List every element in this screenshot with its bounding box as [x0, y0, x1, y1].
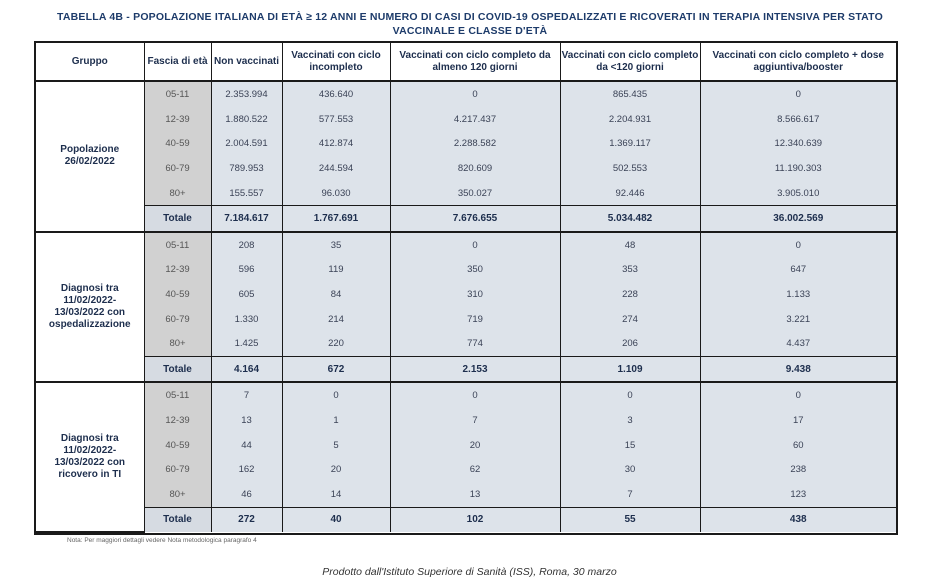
- value-cell: 1.369.117: [560, 131, 700, 156]
- value-cell: 310: [390, 282, 560, 307]
- value-cell: 577.553: [282, 107, 390, 132]
- footer-credit: Prodotto dall'Istituto Superiore di Sanità (ISS), Roma, 30 marzo: [322, 566, 617, 578]
- header-completo-under-120: Vaccinati con ciclo completo da <120 giorni: [560, 43, 700, 81]
- total-value-cell: 2.153: [390, 357, 560, 383]
- value-cell: 92.446: [560, 181, 700, 206]
- value-cell: 3: [560, 408, 700, 433]
- value-cell: 7: [560, 482, 700, 507]
- total-label: Totale: [144, 357, 211, 383]
- value-cell: 30: [560, 457, 700, 482]
- value-cell: 0: [700, 382, 896, 408]
- total-value-cell: 672: [282, 357, 390, 383]
- value-cell: 436.640: [282, 81, 390, 107]
- age-band-cell: 80+: [144, 181, 211, 206]
- value-cell: 214: [282, 307, 390, 332]
- value-cell: 1.880.522: [211, 107, 282, 132]
- table-row: [36, 156, 896, 181]
- total-label: Totale: [144, 507, 211, 532]
- value-cell: 412.874: [282, 131, 390, 156]
- total-value-cell: 55: [560, 507, 700, 532]
- value-cell: 220: [282, 331, 390, 356]
- value-cell: 789.953: [211, 156, 282, 181]
- table-title: [34, 10, 906, 38]
- value-cell: 820.609: [390, 156, 560, 181]
- total-value-cell: 7.184.617: [211, 206, 282, 232]
- value-cell: 15: [560, 433, 700, 458]
- table-row: [36, 107, 896, 132]
- value-cell: 5: [282, 433, 390, 458]
- group-label: Diagnosi tra 11/02/2022-13/03/2022 con ricovero in TI: [36, 382, 144, 532]
- age-band-cell: 05-11: [144, 81, 211, 107]
- group-label: Diagnosi tra 11/02/2022-13/03/2022 con ospedalizzazione: [36, 232, 144, 383]
- value-cell: 4.437: [700, 331, 896, 356]
- value-cell: 228: [560, 282, 700, 307]
- total-label: Totale: [144, 206, 211, 232]
- group-section-terapia-intensiva: [36, 382, 896, 532]
- total-value-cell: 1.767.691: [282, 206, 390, 232]
- table-row: [36, 181, 896, 206]
- age-band-cell: 40-59: [144, 433, 211, 458]
- table-row: [36, 81, 896, 107]
- value-cell: 596: [211, 257, 282, 282]
- total-row: [36, 206, 896, 232]
- value-cell: 647: [700, 257, 896, 282]
- value-cell: 2.204.931: [560, 107, 700, 132]
- table-row: [36, 331, 896, 356]
- value-cell: 7: [390, 408, 560, 433]
- header-completo-120-plus: Vaccinati con ciclo completo da almeno 120 giorni: [390, 43, 560, 81]
- table-row: [36, 433, 896, 458]
- value-cell: 0: [700, 81, 896, 107]
- value-cell: 12.340.639: [700, 131, 896, 156]
- table-row: [36, 408, 896, 433]
- value-cell: 353: [560, 257, 700, 282]
- total-value-cell: 40: [282, 507, 390, 532]
- footnote: Nota: Per maggiori dettagli vedere Nota metodologica paragrafo 4: [67, 537, 257, 544]
- total-value-cell: 7.676.655: [390, 206, 560, 232]
- data-table-container: [34, 41, 898, 535]
- value-cell: 719: [390, 307, 560, 332]
- value-cell: 7: [211, 382, 282, 408]
- table-title-line-1: TABELLA 4B - POPOLAZIONE ITALIANA DI ETÀ ≥ 12 ANNI E NUMERO DI CASI DI COVID-19 OSPEDALIZZATI E RICOVERATI IN TERAPIA INTENSIVA PER STATO: [57, 11, 883, 23]
- value-cell: 208: [211, 232, 282, 258]
- total-value-cell: 36.002.569: [700, 206, 896, 232]
- value-cell: 1.425: [211, 331, 282, 356]
- group-section-ospedalizzazione: [36, 232, 896, 383]
- group-label: Popolazione 26/02/2022: [36, 81, 144, 232]
- table-row: [36, 307, 896, 332]
- age-band-cell: 05-11: [144, 382, 211, 408]
- total-value-cell: 4.164: [211, 357, 282, 383]
- age-band-cell: 80+: [144, 482, 211, 507]
- value-cell: 162: [211, 457, 282, 482]
- value-cell: 350.027: [390, 181, 560, 206]
- age-band-cell: 60-79: [144, 307, 211, 332]
- table-row: [36, 482, 896, 507]
- value-cell: 502.553: [560, 156, 700, 181]
- value-cell: 274: [560, 307, 700, 332]
- age-band-cell: 40-59: [144, 282, 211, 307]
- value-cell: 0: [560, 382, 700, 408]
- total-value-cell: 438: [700, 507, 896, 532]
- value-cell: 0: [282, 382, 390, 408]
- value-cell: 8.566.617: [700, 107, 896, 132]
- value-cell: 1: [282, 408, 390, 433]
- total-value-cell: 9.438: [700, 357, 896, 383]
- value-cell: 48: [560, 232, 700, 258]
- total-row: [36, 357, 896, 383]
- value-cell: 206: [560, 331, 700, 356]
- total-value-cell: 1.109: [560, 357, 700, 383]
- value-cell: 13: [390, 482, 560, 507]
- value-cell: 0: [390, 232, 560, 258]
- value-cell: 20: [282, 457, 390, 482]
- value-cell: 2.004.591: [211, 131, 282, 156]
- header-gruppo: Gruppo: [36, 43, 144, 81]
- value-cell: 11.190.303: [700, 156, 896, 181]
- table-header: [36, 43, 896, 81]
- value-cell: 96.030: [282, 181, 390, 206]
- value-cell: 123: [700, 482, 896, 507]
- age-band-cell: 80+: [144, 331, 211, 356]
- value-cell: 3.905.010: [700, 181, 896, 206]
- header-fascia-eta: Fascia di età: [144, 43, 211, 81]
- age-band-cell: 12-39: [144, 107, 211, 132]
- data-table: [36, 43, 896, 533]
- value-cell: 60: [700, 433, 896, 458]
- value-cell: 1.330: [211, 307, 282, 332]
- header-booster: Vaccinati con ciclo completo + dose aggiuntiva/booster: [700, 43, 896, 81]
- header-ciclo-incompleto: Vaccinati con ciclo incompleto: [282, 43, 390, 81]
- value-cell: 62: [390, 457, 560, 482]
- value-cell: 35: [282, 232, 390, 258]
- value-cell: 119: [282, 257, 390, 282]
- total-value-cell: 272: [211, 507, 282, 532]
- table-row: [36, 257, 896, 282]
- value-cell: 13: [211, 408, 282, 433]
- table-row: [36, 457, 896, 482]
- table-row: [36, 232, 896, 258]
- value-cell: 0: [390, 382, 560, 408]
- age-band-cell: 05-11: [144, 232, 211, 258]
- value-cell: 238: [700, 457, 896, 482]
- age-band-cell: 12-39: [144, 408, 211, 433]
- value-cell: 1.133: [700, 282, 896, 307]
- value-cell: 2.353.994: [211, 81, 282, 107]
- value-cell: 774: [390, 331, 560, 356]
- value-cell: 20: [390, 433, 560, 458]
- value-cell: 44: [211, 433, 282, 458]
- total-value-cell: 5.034.482: [560, 206, 700, 232]
- header-row: [36, 43, 896, 81]
- value-cell: 155.557: [211, 181, 282, 206]
- value-cell: 84: [282, 282, 390, 307]
- value-cell: 14: [282, 482, 390, 507]
- table-row: [36, 382, 896, 408]
- value-cell: 2.288.582: [390, 131, 560, 156]
- age-band-cell: 12-39: [144, 257, 211, 282]
- value-cell: 17: [700, 408, 896, 433]
- total-value-cell: 102: [390, 507, 560, 532]
- header-non-vaccinati: Non vaccinati: [211, 43, 282, 81]
- group-section-popolazione: [36, 81, 896, 232]
- value-cell: 244.594: [282, 156, 390, 181]
- value-cell: 0: [700, 232, 896, 258]
- table-row: [36, 131, 896, 156]
- value-cell: 0: [390, 81, 560, 107]
- total-row: [36, 507, 896, 532]
- value-cell: 3.221: [700, 307, 896, 332]
- value-cell: 4.217.437: [390, 107, 560, 132]
- age-band-cell: 60-79: [144, 156, 211, 181]
- table-title-line-2: VACCINALE E CLASSE D'ETÀ: [392, 25, 548, 37]
- table-row: [36, 282, 896, 307]
- age-band-cell: 40-59: [144, 131, 211, 156]
- age-band-cell: 60-79: [144, 457, 211, 482]
- value-cell: 605: [211, 282, 282, 307]
- value-cell: 350: [390, 257, 560, 282]
- value-cell: 46: [211, 482, 282, 507]
- value-cell: 865.435: [560, 81, 700, 107]
